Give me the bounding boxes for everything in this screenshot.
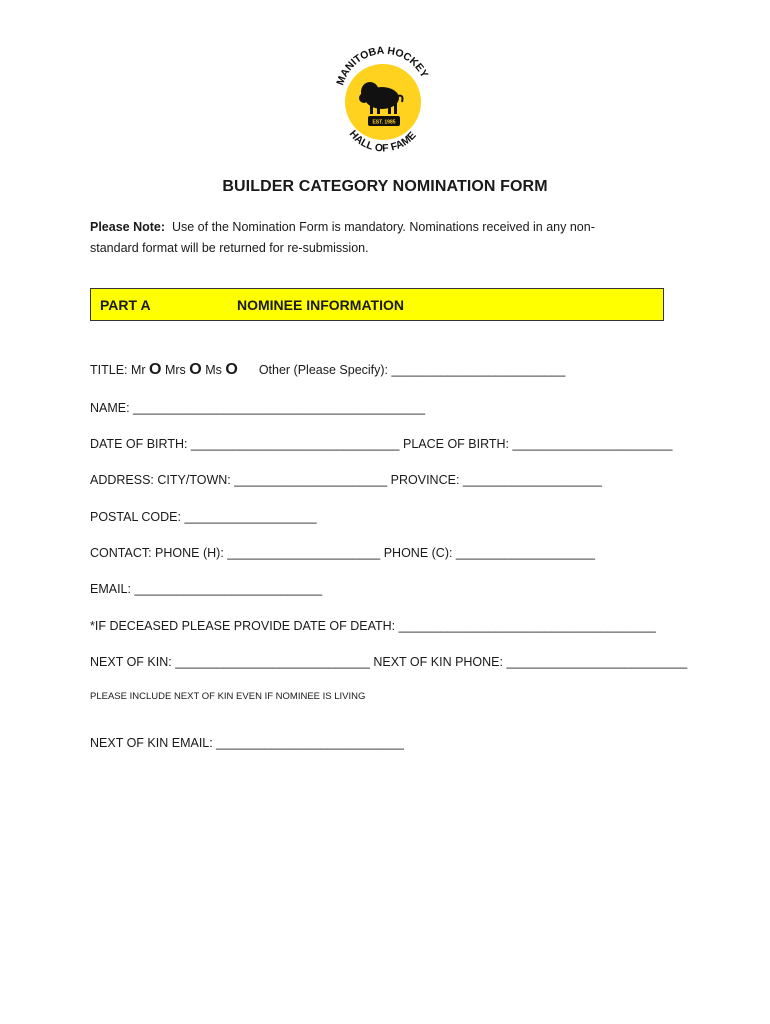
city-town-field[interactable]: ADDRESS: CITY/TOWN: ______________________ xyxy=(90,473,388,487)
please-note xyxy=(90,217,690,259)
title-other-field[interactable]: Other (Please Specify): _________________________ xyxy=(258,363,566,377)
date-of-birth-field[interactable]: DATE OF BIRTH: ______________________________ xyxy=(90,437,400,451)
next-of-kin-phone-field[interactable]: NEXT OF KIN PHONE: __________________________ xyxy=(373,655,688,669)
title-mrs-option[interactable]: O xyxy=(189,361,202,378)
province-field[interactable]: PROVINCE: ____________________ xyxy=(390,473,602,487)
part-a-header xyxy=(90,288,664,321)
logo-top-text: MANITOBA HOCKEY xyxy=(334,44,431,87)
place-of-birth-field[interactable]: PLACE OF BIRTH: _______________________ xyxy=(402,437,673,451)
manitoba-hockey-hall-of-fame-logo xyxy=(330,42,436,160)
next-of-kin-field[interactable]: NEXT OF KIN: ____________________________ xyxy=(90,655,370,669)
note-label: Please Note: xyxy=(90,220,166,234)
phone-home-field[interactable]: CONTACT: PHONE (H): ______________________ xyxy=(90,546,381,560)
phone-row xyxy=(90,546,595,560)
name-field[interactable]: NAME: __________________________________________ xyxy=(90,401,426,415)
title-mrs-label: Mrs xyxy=(164,363,186,377)
birth-row xyxy=(90,437,672,451)
date-of-death-field[interactable]: *IF DECEASED PLEASE PROVIDE DATE OF DEATH: _____________________________________ xyxy=(90,619,656,633)
note-line2: standard format will be returned for re-submission. xyxy=(90,241,369,255)
form-title: BUILDER CATEGORY NOMINATION FORM xyxy=(222,178,548,195)
postal-code-field[interactable]: POSTAL CODE: ___________________ xyxy=(90,510,317,524)
title-ms-option[interactable]: O xyxy=(225,361,238,378)
next-of-kin-row xyxy=(90,655,687,669)
title-label: TITLE: Mr xyxy=(90,363,146,377)
note-line1: Use of the Nomination Form is mandatory. Nominations received in any non- xyxy=(171,220,595,234)
part-a-label: PART A xyxy=(100,297,151,313)
address-row xyxy=(90,473,602,487)
next-of-kin-note: PLEASE INCLUDE NEXT OF KIN EVEN IF NOMINEE IS LIVING xyxy=(90,691,366,702)
title-mr-option[interactable]: O xyxy=(149,361,162,378)
email-field[interactable]: EMAIL: ___________________________ xyxy=(90,582,323,596)
est-text: EST. 1985 xyxy=(372,119,396,126)
logo-bottom-text: HALL OF FAME xyxy=(346,128,419,155)
phone-cell-field[interactable]: PHONE (C): ____________________ xyxy=(383,546,595,560)
next-of-kin-email-field[interactable]: NEXT OF KIN EMAIL: ___________________________ xyxy=(90,736,404,750)
part-a-title: NOMINEE INFORMATION xyxy=(237,297,404,313)
title-ms-label: Ms xyxy=(205,363,222,377)
title-row xyxy=(90,361,565,379)
